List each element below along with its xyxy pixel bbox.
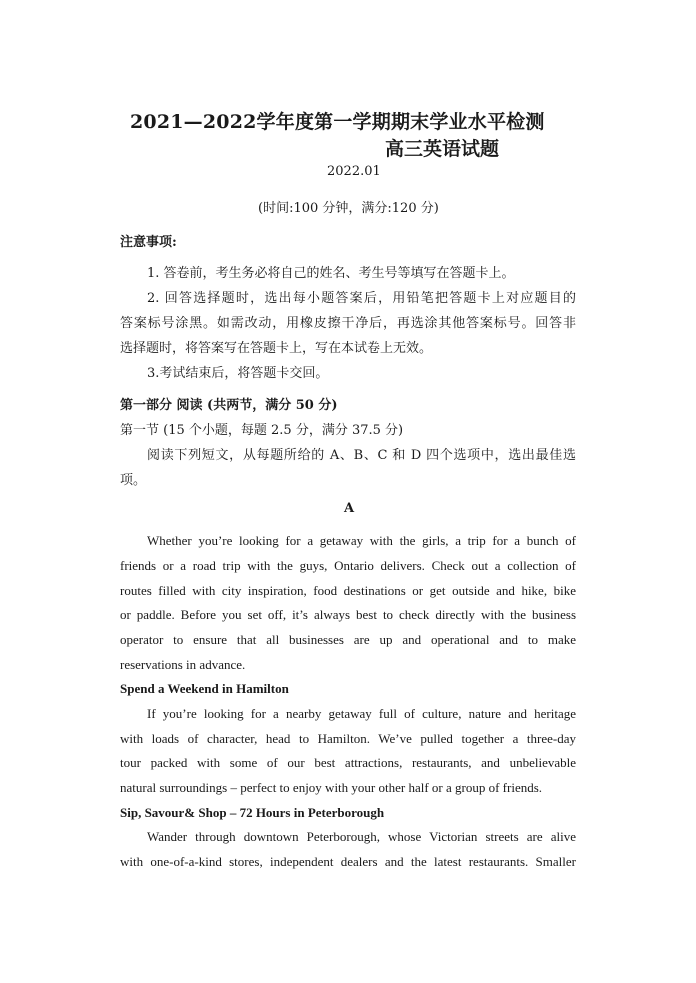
passage-line: friends or a road trip with the guys, Ontario delivers. Check out a collection of [120,558,576,573]
exam-subtitle: 高三英语试题 [385,138,500,160]
passage-line: with one-of-a-kind stores, independent dealers and the latest restaurants. Smaller [120,854,576,869]
part-one-heading: 第一部分 阅读 (共两节，满分 50 分) [120,398,338,413]
passage-line: natural surroundings – perfect to enjoy with your other half or a group of friends. [120,780,543,795]
notice-line: 2. 回答选择题时，选出每小题答案后，用铅笔把答题卡上对应题目的 [147,291,576,306]
passage-letter: A [344,501,355,516]
section-heading-peterborough: Sip, Savour& Shop – 72 Hours in Peterborough [120,805,385,820]
passage-line: routes filled with city inspiration, food destinations or get outside and hike, bike [120,583,576,598]
section-one-heading: 第一节 (15 个小题，每题 2.5 分，满分 37.5 分) [120,423,404,438]
section-heading-hamilton: Spend a Weekend in Hamilton [120,681,289,696]
time-info: (时间:100 分钟，满分:120 分) [258,201,439,216]
notice-heading: 注意事项: [120,235,177,250]
notice-line: 3.考试结束后，将答题卡交回。 [147,366,329,381]
passage-line: If you’re looking for a nearby getaway full of culture, nature and heritage [147,706,576,721]
passage-line: operator to ensure that all businesses are up and operational and to make [120,632,576,647]
instruction-line: 阅读下列短文，从每题所给的 A、B、C 和 D 四个选项中，选出最佳选 [147,448,576,463]
passage-line: Whether you’re looking for a getaway with the girls, a trip for a bunch of [147,533,576,548]
passage-line: reservations in advance. [120,657,246,672]
passage-line: Wander through downtown Peterborough, whose Victorian streets are alive [147,829,576,844]
notice-line: 选择题时，将答案写在答题卡上，写在本试卷上无效。 [120,341,433,356]
exam-date: 2022.01 [327,164,381,179]
notice-line: 1. 答卷前，考生务必将自己的姓名、考生号等填写在答题卡上。 [147,266,515,281]
passage-line: or paddle. Before you set off, it’s always best to check directly with the business [120,607,576,622]
passage-line: tour packed with some of our best attractions, restaurants, and unbelievable [120,755,576,770]
passage-line: with loads of character, head to Hamilton. We’ve pulled together a three-day [120,731,576,746]
exam-title: 2021—2022学年度第一学期期末学业水平检测 [130,111,545,133]
instruction-line: 项。 [120,473,147,488]
notice-line: 答案标号涂黑。如需改动，用橡皮擦干净后，再选涂其他答案标号。回答非 [120,316,576,331]
